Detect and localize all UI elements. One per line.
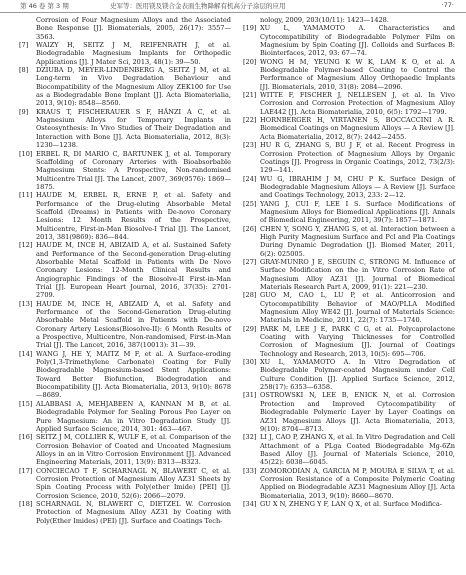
reference-number: [7] — [19, 41, 29, 50]
reference-number: [13] — [19, 299, 33, 308]
reference-text: YANG J, CUI F, LEE I S. Surface Modifications of Magnesium Alloys for Biomedical Applications [J]. Annals of Biomedical Engineering, 2011, 39(7): 1857—1871. — [260, 199, 455, 225]
reference-text: ERBEL R, DI MARIO C, BARTUNEK J, et al. Temporary Scaffolding of Coronary Arteries with Bioabsorbable Magnesium Stents: A Prospective, Non-randomised Multicentre Trial [J]. The Lancet, 2007, 369(9576): 1869—1875. — [36, 149, 231, 191]
reference-number: [21] — [243, 91, 257, 100]
reference-text: ALABBASI A, MEHJABEEN A, KANNAN M B, et al. Biodegradable Polymer for Sealing Porous Peo Layer on Pure Magnesium: An in Vitro Degradation Study [J]. Applied Surface Science, 2014, 301: 463—467. — [36, 399, 231, 433]
issue-label: 第 3 期 — [47, 2, 69, 10]
reference-text: WANG J, HE Y, MAITZ M F, et al. A Surface-eroding Poly(1,3-Trimethylene Carbonate) Coating for Fully Biodegradable Magnesium-based Stent Applications: Toward Better Biofunction, Biodegradation and Biocompatibility [J]. Acta Biomaterialia, 2013, 9(10): 8678—8689. — [36, 349, 231, 400]
reference-entry — [19, 108, 231, 150]
reference-text: XU L, YAMAMOTO A. In Vitro Degradation of Biodegradable Polymer-coated Magnesium under Cell Culture Condition [J]. Applied Surface Science, 2012, 258(17): 6353—6358. — [260, 358, 455, 392]
reference-number: [22] — [243, 116, 257, 125]
reference-entry — [243, 225, 455, 258]
reference-text: HORNBERGER H, VIRTANEN S, BOCCACCINI A R. Biomedical Coatings on Magnesium Alloys — A Review [J]. Acta Biomaterialia, 2012, 8(7): 2442—2455. — [260, 116, 455, 141]
reference-entry — [243, 467, 455, 500]
reference-entry — [19, 467, 231, 500]
reference-entry — [243, 91, 455, 116]
reference-text: GRAY-MUNRO J E, SEGUIN C, STRONG M. Influence of Surface Modification on the in Vitro Corrosion Rate of Magnesium Alloy AZ31 [J]. Journal of Biomedical Materials Research Part A, 2009, 91(1): 221—230. — [260, 257, 455, 291]
reference-entry — [243, 200, 455, 225]
reference-number: [15] — [19, 399, 33, 408]
reference-text: DZIUBA D, MEYER-LINDENBERG A, SEITZ J M, et al. Long-term in Vivo Degradation Behaviour and Biocompatibility of the Magnesium Alloy ZEK100 for Use as a Biodegradable Bone Implant [J]. Acta Biomaterialia, 2013, 9(10): 8548—8560. — [36, 66, 231, 108]
reference-text: KRAUS T, FISCHERAUER S F, HÄNZI A C, et al. Magnesium Alloys for Temporary Implants in Osteosynthesis: In Vivo Studies of Their Degradation and Interaction with Bone [J]. Acta Biomaterialia, 2012, 8(3): 1230—1238. — [36, 107, 231, 150]
reference-number: [10] — [19, 149, 33, 158]
reference-entry — [19, 66, 231, 108]
reference-entry — [243, 116, 455, 141]
reference-text: WU G, IBRAHIM J M, CHU P K. Surface Design of Biodegradable Magnesium Alloys — A Review [J]. Surface and Coatings Technology, 2013, 233: 2—12. — [260, 174, 455, 200]
reference-entry — [243, 500, 455, 508]
reference-text: HAUDE M, INCE H, ABIZAID A, et al. Sustained Safety and Performance of the Second-generation Drug-eluting Absorbable Metal Scaffold in Patients with De Novo Coronary Lesions: 12-Month Clinical Results and Angiographic Findings of the Biosolve-II First-in-Man Trial [J]. European Heart Journal, 2016, 37(35): 2701-2709. — [36, 241, 231, 300]
reference-entry — [19, 433, 231, 466]
reference-text: HU R G, ZHANG S, BU J F, et al. Recent Progress in Corrosion Protection of Magnesium Alloys by Organic Coatings [J]. Progress in Organic Coatings, 2012, 73(2/3): 129—141. — [260, 141, 455, 175]
reference-entry — [243, 325, 455, 358]
reference-number: [14] — [19, 349, 33, 358]
reference-entry — [19, 150, 231, 192]
volume-label: 第 46 卷 — [20, 2, 46, 10]
reference-entry — [243, 291, 455, 324]
reference-entry — [19, 300, 231, 350]
reference-text: WITTE F, FISCHER J, NELLESEN J, et al. In Vivo Corrosion and Corrosion Protection of Magnesium Alloy LAE442 [J]. Acta Biomaterialia, 2010, 6(5): 1792—1799. — [260, 91, 455, 116]
reference-entry — [19, 500, 231, 525]
page-number: ·77· — [441, 1, 454, 9]
reference-number: [12] — [19, 241, 33, 250]
reference-text: nology, 2009, 203(10/11): 1423—1428. — [260, 16, 389, 24]
references-left-column — [19, 16, 231, 525]
reference-text: CONCIECAO T F, SCHARNAGL N, BLAWERT C, et al. Corrosion Protection of Magnesium Alloy AZ31 Sheets by Spin Coating Process with Poly(ether Imide) [PEI] [J]. Corrosion Science, 2010, 52(6): 2066—2079. — [36, 466, 231, 500]
reference-number: [17] — [19, 466, 33, 475]
reference-entry — [19, 241, 231, 299]
reference-entry — [19, 41, 231, 66]
reference-text: WAIZY H, SEITZ J M, REIFENRATH J, et al. Biodegradable Magnesium Implants for Orthopedic Applications [J]. J Mater Sci, 2013, 48(1): 39—50. — [36, 41, 231, 66]
reference-entry — [19, 16, 231, 41]
reference-number: [8] — [19, 66, 29, 75]
journal-running-title: 史军等：医用镁及镁合金表面生物降解有机高分子涂层的应用 — [110, 2, 286, 10]
reference-number: [30] — [243, 358, 257, 367]
reference-entry — [243, 433, 455, 466]
reference-text: LI J, CAO P, ZHANG X, et al. In Vitro Degradation and Cell Attachment of a PLga Coated Biodegradable Mg-6Zn Based Alloy [J]. Journal of Materials Science, 2010, 45(22): 6038—6045. — [260, 433, 455, 467]
reference-number: [24] — [243, 174, 257, 183]
reference-text: SEITZ J M, COLLIER K, WULF E, et al. Comparison of the Corrosion Behavior of Coated and Uncoated Magnesium Alloys in an in Vitro Corrosion Environment [J]. Advanced Engineering Materials, 2011, 13(9): B313—B323. — [36, 433, 231, 467]
reference-number: [25] — [243, 199, 257, 208]
reference-entry — [243, 24, 455, 57]
reference-number: [32] — [243, 433, 257, 442]
reference-text: CHEN Y, SONG Y, ZHANG S, et al. Interaction between a High Purity Magnesium Surface and Pcl and Pla Coatings During Dynamic Degradation [J]. Biomed Mater, 2011, 6(2): 025005. — [260, 224, 455, 258]
reference-entry — [243, 391, 455, 433]
reference-number: [28] — [243, 291, 257, 300]
reference-text: HAUDE M, ERBEL R, ERNE P, et al. Safety and Performance of the Drug-eluting Absorbable Metal Scaffold (Dreams) in Patients with De-novo Coronary Lesions: 12 Month Results of the Prospective, Multicentre, First-in-Man Biosolve-I Trial [J]. The Lancet, 2013, 381(9869): 836—844. — [36, 191, 231, 241]
references-right-column — [243, 16, 455, 508]
reference-number: [23] — [243, 141, 257, 150]
reference-text: WONG H M, YEUNG K W K, LAM K O, et al. A Biodegradable Polymer-based Coating to Control the Performance of Magnesium Alloy Orthopaedic Implants [J]. Biomaterials, 2010, 31(8): 2084—2096. — [260, 57, 455, 91]
reference-text: SCHARNAGL N, BLAWERT C, DIETZEL W. Corrosion Protection of Magnesium Alloy AZ31 by Coating with Poly(Ether Imides) (PEI) [J]. Surface and Coatings Tech- — [36, 499, 231, 525]
reference-number: [20] — [243, 57, 257, 66]
reference-entry — [243, 258, 455, 291]
reference-number: [34] — [243, 499, 257, 508]
reference-text: PARK M, LEE J E, PARK C G, et al. Polycaprolactone Coating with Varying Thicknesses for Controlled Corrosion of Magnesium [J]. Journal of Coatings Technology and Research, 2013, 10(5): 695—706. — [260, 324, 455, 358]
reference-number: [11] — [19, 191, 33, 200]
reference-entry — [19, 191, 231, 241]
reference-entry — [243, 358, 455, 391]
reference-entry — [243, 141, 455, 174]
running-header — [0, 0, 466, 13]
reference-entry — [243, 16, 455, 24]
reference-number: [33] — [243, 466, 257, 475]
reference-number: [16] — [19, 433, 33, 442]
reference-text: GUO M, CAO L, LU P, et al. Anticorrosion and Cytocompatibility Behavior of MAO/PLLA Modified Magnesium Alloy WE42 [J]. Journal of Materials Science: Materials in Medicine, 2011, 22(7): 1735—1740. — [260, 291, 455, 325]
reference-entry — [243, 58, 455, 91]
reference-number: [29] — [243, 324, 257, 333]
reference-number: [31] — [243, 391, 257, 400]
reference-number: [26] — [243, 224, 257, 233]
reference-number: [19] — [243, 24, 257, 33]
reference-entry — [243, 175, 455, 200]
reference-text: OSTROWSKI N, LEE B, ENICK N, et al. Corrosion Protection and Improved Cytocompatibility of Biodegradable Polymeric Layer by Layer Coatings on AZ31 Magnesium Alloys [J]. Acta Biomaterialia, 2013, 9(10): 8704—8713. — [260, 391, 455, 433]
reference-number: [9] — [19, 107, 29, 116]
reference-text: XU L, YAMAMOTO A. Characteristics and Cytocompatibility of Biodegradable Polymer Film on Magnesium by Spin Coating [J]. Colloids and Surfaces B: Biointerfaces, 2012, 93: 67—74. — [260, 24, 455, 58]
reference-text: Corrosion of Four Magnesium Alloys and the Associated Bone Response [J]. Biomaterials, 2005, 26(17): 3557—3563. — [36, 16, 231, 41]
reference-text: ZOMORODIAN A, GARCIA M P, MOURA E SILVA T, et al. Corrosion Resistance of a Composite Polymeric Coating Applied on Biodegradable AZ31 Magnesium Alloy [J]. Acta Biomaterialia, 2013, 9(10): 8660—8670. — [260, 466, 455, 500]
reference-text: GU X N, ZHENG Y F, LAN Q X, et al. Surface Modifica- — [260, 499, 442, 508]
volume-issue — [20, 1, 69, 10]
reference-number: [18] — [19, 499, 33, 508]
reference-entry — [19, 350, 231, 400]
reference-number: [27] — [243, 257, 257, 266]
reference-text: HAUDE M, INCE H, ABIZAID A, et al. Safety and Performance of the Second-Generation Drug-eluting Absorbable Metal Scaffold in Patients with De-novo Coronary Artery Lesions(Biosolve-II): 6 Month Results of a Prospective, Multicentre, Non-randomised, First-in-Man Trial [J]. The Lancet, 2016, 387(10013): 31—39. — [36, 299, 231, 350]
reference-entry — [19, 400, 231, 433]
